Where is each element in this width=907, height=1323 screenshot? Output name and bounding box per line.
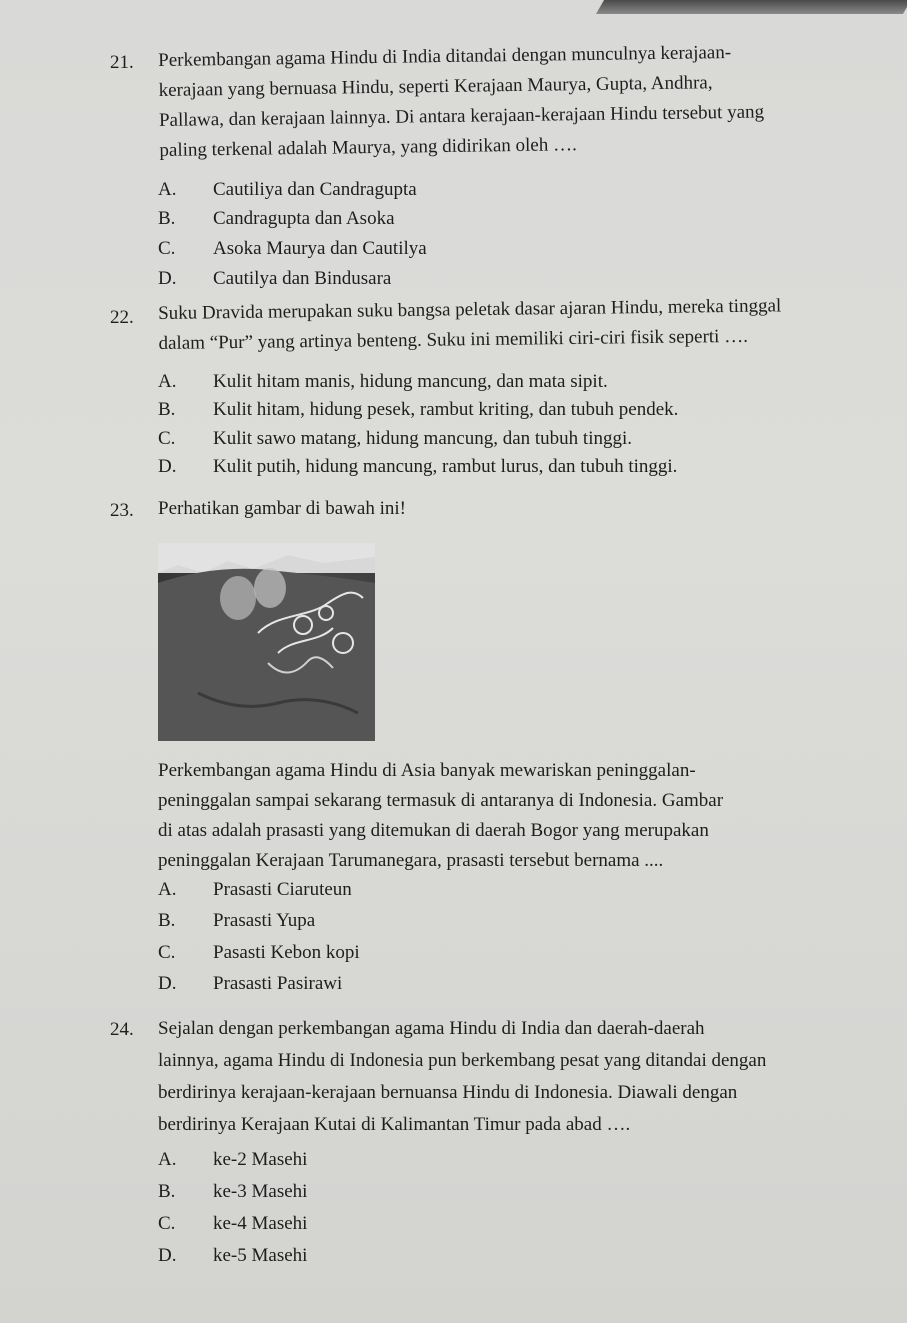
option-b[interactable]: B. Candragupta dan Asoka	[158, 208, 395, 229]
option-a[interactable]: A. Cautiliya dan Candragupta	[158, 179, 417, 200]
option-b[interactable]: B. Prasasti Yupa	[158, 910, 316, 931]
inscribed-stone-illustration	[158, 543, 375, 741]
option-c[interactable]: C. Kulit sawo matang, hidung mancung, dan tubuh tinggi.	[158, 428, 633, 449]
question-number: 21.	[110, 52, 134, 73]
question-text: Perkembangan agama Hindu di India ditandai dengan munculnya kerajaan- kerajaan yang bernuasa Hindu, seperti Kerajaan Maurya, Gupta, Andhra, Pallawa, dan kerajaan lainnya. Di antara kerajaan-kerajaan Hindu tersebut yang paling terkenal adalah Maurya, yang didirikan oleh ….	[158, 41, 765, 161]
option-d[interactable]: D. ke-5 Masehi	[158, 1245, 308, 1266]
prasasti-stone-photo	[158, 543, 375, 741]
question-passage: Perkembangan agama Hindu di Asia banyak mewariskan peninggalan- peninggalan sampai sekarang termasuk di antaranya di Indonesia. Gambar di atas adalah prasasti yang ditemukan di daerah Bogor yang merupakan peninggalan Kerajaan Tarumanegara, prasasti tersebut bernama ....	[158, 760, 724, 871]
question-text: Suku Dravida merupakan suku bangsa peletak dasar ajaran Hindu, mereka tinggal dalam “Pur” yang artinya benteng. Suku ini memiliki ciri-ciri fisik seperti ….	[158, 295, 782, 354]
option-d[interactable]: D. Prasasti Pasirawi	[158, 973, 343, 994]
option-a[interactable]: A. ke-2 Masehi	[158, 1149, 308, 1170]
option-b[interactable]: B. ke-3 Masehi	[158, 1181, 308, 1202]
question-number: 24.	[110, 1019, 134, 1040]
option-c[interactable]: C. ke-4 Masehi	[158, 1213, 308, 1234]
question-text: Sejalan dengan perkembangan agama Hindu di India dan daerah-daerah lainnya, agama Hindu di Indonesia pun berkembang pesat yang ditandai dengan berdirinya kerajaan-kerajaan bernuansa Hindu di Indonesia. Diawali dengan berdirinya Kerajaan Kutai di Kalimantan Timur pada abad ….	[158, 1018, 767, 1135]
option-a[interactable]: A. Prasasti Ciaruteun	[158, 879, 352, 900]
option-b[interactable]: B. Kulit hitam, hidung pesek, rambut kriting, dan tubuh pendek.	[158, 399, 679, 420]
option-d[interactable]: D. Cautilya dan Bindusara	[158, 268, 392, 289]
option-d[interactable]: D. Kulit putih, hidung mancung, rambut lurus, dan tubuh tinggi.	[158, 456, 678, 477]
question-text: Perhatikan gambar di bawah ini!	[158, 498, 406, 519]
option-a[interactable]: A. Kulit hitam manis, hidung mancung, dan mata sipit.	[158, 371, 608, 392]
question-number: 22.	[110, 307, 134, 328]
page-edge-shadow	[596, 0, 907, 14]
option-c[interactable]: C. Asoka Maurya dan Cautilya	[158, 238, 427, 259]
option-c[interactable]: C. Pasasti Kebon kopi	[158, 942, 360, 963]
question-number: 23.	[110, 500, 134, 521]
